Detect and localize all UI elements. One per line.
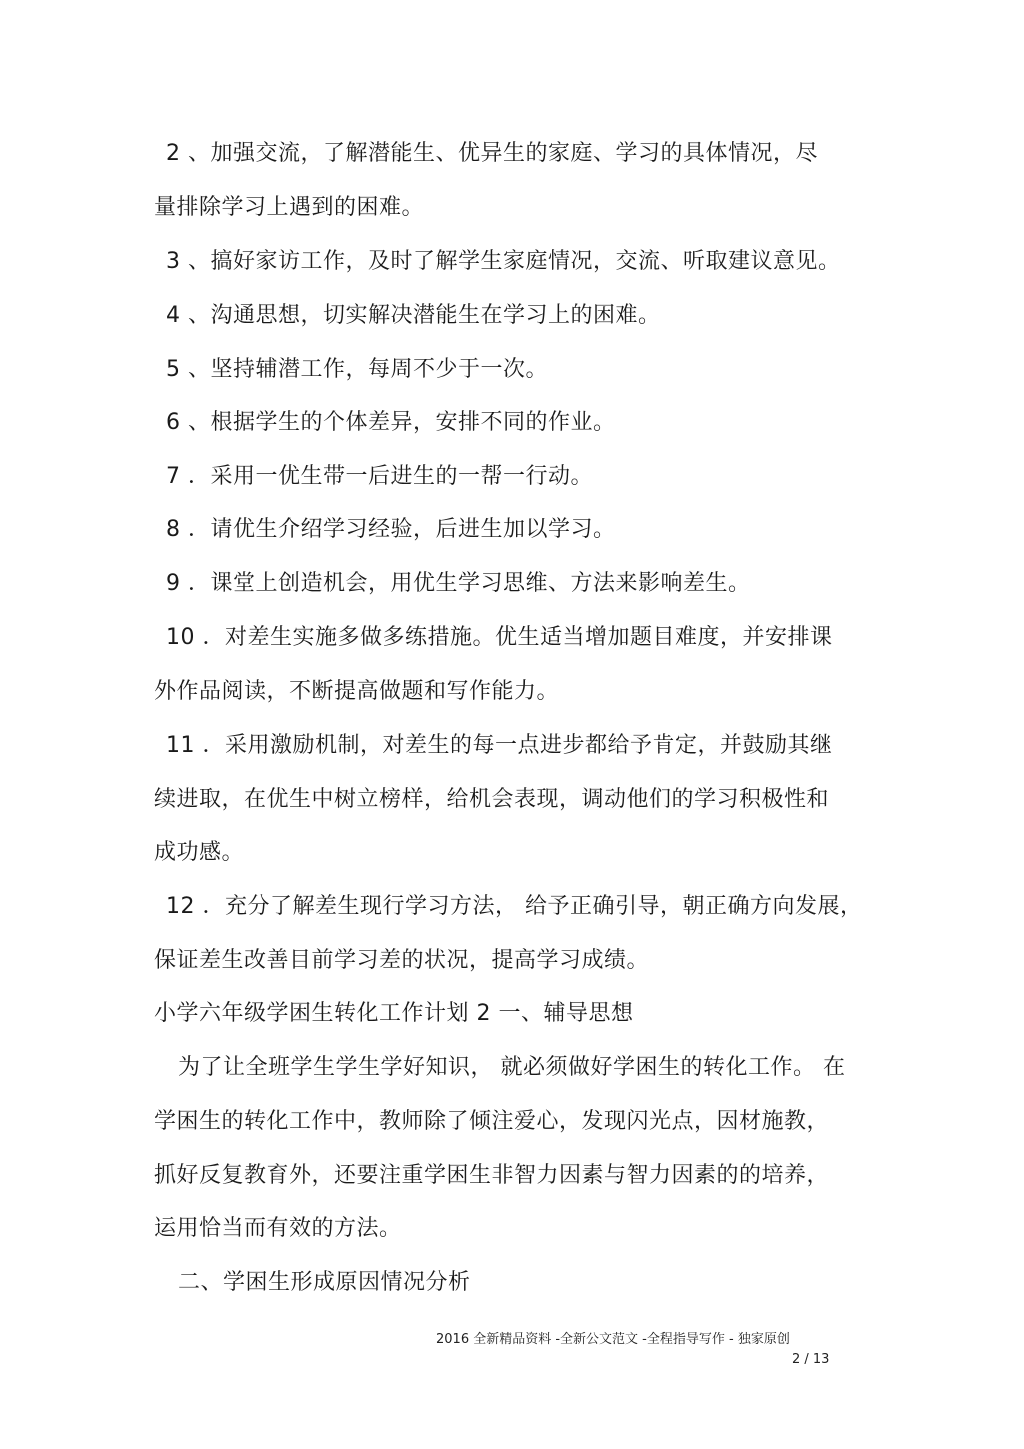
body-line: 运用恰当而有效的方法。: [154, 1216, 402, 1241]
body-line: 2 、加强交流，了解潜能生、优异生的家庭、学习的具体情况，尽: [166, 141, 818, 166]
body-line: 量排除学习上遇到的困难。: [154, 195, 425, 220]
body-line: 外作品阅读，不断提高做题和写作能力。: [154, 679, 560, 704]
section-heading: 二、学困生形成原因情况分析: [178, 1270, 471, 1295]
page-number: 2 / 13: [792, 1352, 830, 1367]
section-heading: 小学六年级学困生转化工作计划 2 一、辅导思想: [154, 1001, 634, 1026]
body-line: 为了让全班学生学生学好知识， 就必须做好学困生的转化工作。 在: [178, 1055, 846, 1080]
body-line: 抓好反复教育外，还要注重学困生非智力因素与智力因素的的培养，: [154, 1163, 830, 1188]
body-line: 10 ．对差生实施多做多练措施。优生适当增加题目难度，并安排课: [166, 625, 833, 650]
body-line: 8 ．请优生介绍学习经验，后进生加以学习。: [166, 517, 616, 542]
body-line: 成功感。: [154, 840, 245, 865]
body-line: 3 、搞好家访工作，及时了解学生家庭情况，交流、听取建议意见。: [166, 249, 841, 274]
body-line: 11 ．采用激励机制，对差生的每一点进步都给予肯定，并鼓励其继: [166, 733, 833, 758]
body-line: 9 ．课堂上创造机会，用优生学习思维、方法来影响差生。: [166, 571, 751, 596]
body-line: 保证差生改善目前学习差的状况，提高学习成绩。: [154, 948, 650, 973]
body-line: 6 、根据学生的个体差异，安排不同的作业。: [166, 410, 616, 435]
footer-tagline: 2016 全新精品资料 -全新公文范文 -全程指导写作 - 独家原创: [436, 1332, 790, 1347]
body-line: 12 ．充分了解差生现行学习方法， 给予正确引导，朝正确方向发展，: [166, 894, 863, 919]
body-line: 4 、沟通思想，切实解决潜能生在学习上的困难。: [166, 303, 661, 328]
body-line: 5 、坚持辅潜工作，每周不少于一次。: [166, 357, 548, 382]
body-line: 7 ．采用一优生带一后进生的一帮一行动。: [166, 464, 593, 489]
body-line: 学困生的转化工作中，教师除了倾注爱心，发现闪光点，因材施教，: [154, 1109, 830, 1134]
body-line: 续进取，在优生中树立榜样，给机会表现，调动他们的学习积极性和: [154, 787, 830, 812]
